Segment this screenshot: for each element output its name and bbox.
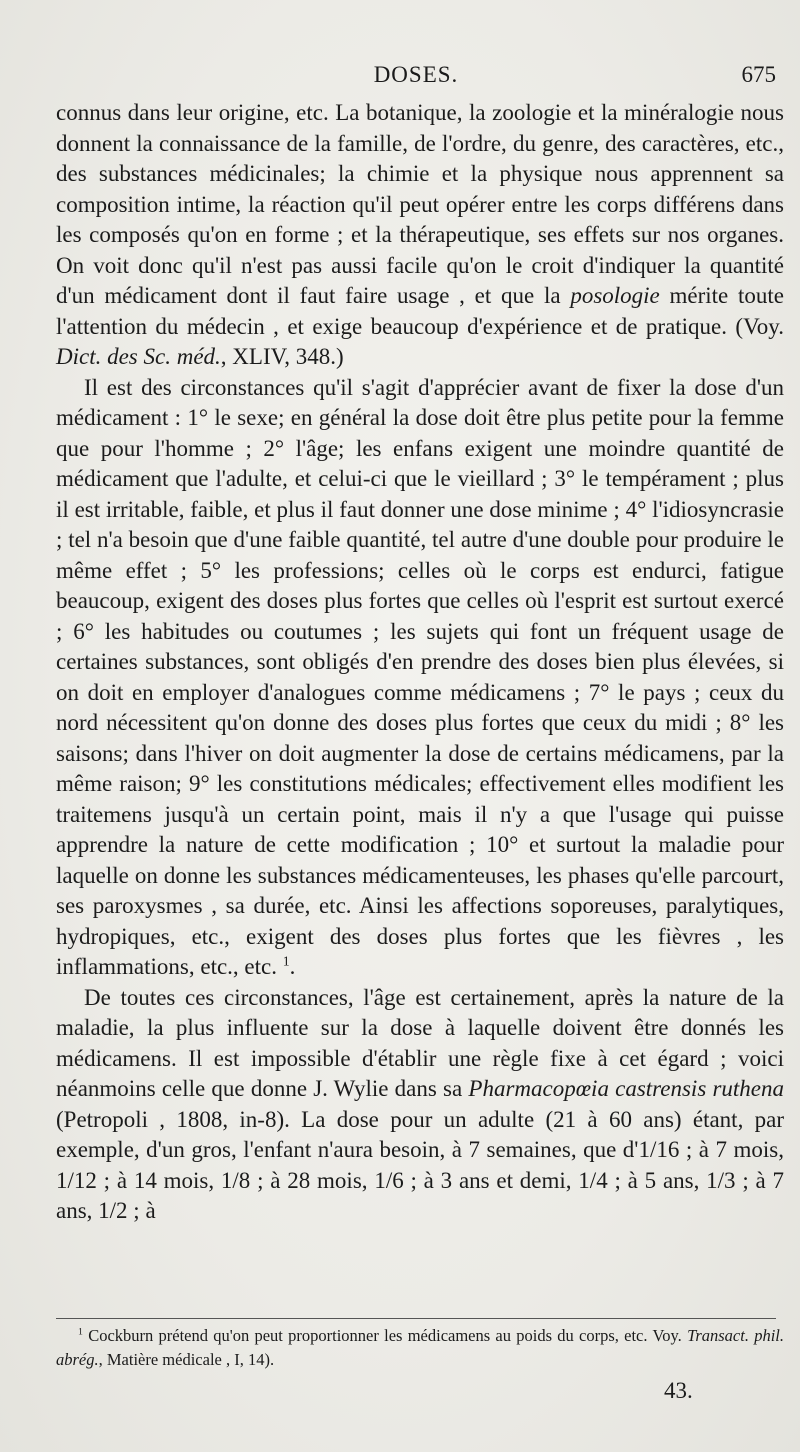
italic-text: Dict. des Sc. méd.: [56, 344, 221, 369]
footnote-separator: [56, 1318, 776, 1319]
italic-text: Transact. phil. abrég.: [56, 1326, 785, 1369]
text-run: (Petropoli , 1808, in-8). La dose pour un adulte (21 à 60 ans) étant, par exemple, d'un gros, l'enfant n'aura besoin, à 7 semaines, que d'1/16 ; à 7 mois, 1/12 ; à 14 mois, 1/8 ; à 28 mois, 1/6 ; à 3 ans et demi, 1/4 ; à 5 ans, 1/3 ; à 7 ans, 1/2 ; à: [56, 1106, 784, 1223]
running-head: DOSES.: [373, 62, 459, 87]
italic-text: Pharmacopœia castrensis ruthena: [468, 1076, 785, 1101]
text-run: Il est des circonstances qu'il s'agit d'apprécier avant de fixer la dose d'un médicament : 1° le sexe; en général la dose doit être plus petite pour la femme que pour l'homme ; 2° l'âge; les enfans exigent une moindre quantité de médicament que l'adulte, et celui-ci que le vieillard ; 3° le tempérament ; plus il est irritable, faible, et plus il faut donner une dose minime ; 4° l'idiosyncrasie ; tel n'a besoin que d'une faible quantité, tel autre d'une double pour produire le même effet ; 5° les professions; celles où le corps est endurci, fatigue beaucoup, exigent des doses plus fortes que celles où l'esprit est surtout exercé ; 6° les habitudes ou coutumes ; les sujets qui font un fréquent usage de certaines substances, sont obligés d'en prendre des doses bien plus élevées, si on doit en employer d'analogues comme médicamens ; 7° le pays ; ceux du nord nécessitent qu'on donne des doses plus fortes que ceux du midi ; 8° les saisons; dans l'hiver on doit augmenter la dose de certains médicamens, par la même raison; 9° les constitutions médicales; effectivement elles modifient les traitemens jusqu'à un certain point, mais il n'y a que l'usage qui puisse apprendre la nature de cette modification ; 10° et surtout la maladie pour laquelle on donne les substances médicamenteuses, les phases qu'elle parcourt, ses paroxysmes , sa durée, etc. Ainsi les affections soporeuses, paralytiques, hydropiques, etc., exigent des doses plus fortes que les fièvres , les inflammations, etc., etc.: [56, 374, 784, 979]
italic-text: posologie: [570, 283, 660, 308]
footnote-ref: 1: [78, 1326, 83, 1338]
text-run: , Matière médicale , I, 14).: [98, 1350, 275, 1369]
text-run: mérite toute l'attention du médecin , et exige beaucoup d'expérience et de pratique. (Voy.: [56, 283, 784, 339]
text-run: De toutes ces circonstances, l'âge est certainement, après la nature de la maladie, la plus influente sur la dose à laquelle doivent être donnés les médicamens. Il est impossible d'établir une règle fixe à cet égard ; voici néanmoins celle que donne J. Wylie dans sa: [56, 984, 784, 1101]
text-run: , XLIV, 348.): [220, 344, 344, 369]
footnote-text: [56, 1324, 784, 1372]
footnote: [56, 1324, 784, 1372]
text-run: .: [289, 954, 296, 979]
text-run: Cockburn prétend qu'on peut proportionner les médicamens au poids du corps, etc. Voy.: [82, 1326, 688, 1345]
footnote-ref: 1: [282, 953, 290, 969]
paragraph: [56, 98, 784, 373]
paragraph: [56, 373, 784, 983]
page-header: [56, 56, 776, 90]
signature-mark: 43.: [664, 1378, 693, 1403]
page-number: 675: [741, 62, 776, 87]
paragraph: [56, 983, 784, 1227]
text-run: connus dans leur origine, etc. La botanique, la zoologie et la minéralogie nous donnent la connaissance de la famille, de l'ordre, du genre, des caractères, etc., des substances médicinales; la chimie et la physique nous apprennent sa composition intime, la réaction qu'il peut opérer entre les corps différens dans les composés qu'on en forme ; et la thérapeutique, ses effets sur nos organes. On voit donc qu'il n'est pas aussi facile qu'on le croit d'indiquer la quantité d'un médicament dont il faut faire usage , et que la: [56, 100, 784, 308]
body-text: [56, 98, 784, 1227]
